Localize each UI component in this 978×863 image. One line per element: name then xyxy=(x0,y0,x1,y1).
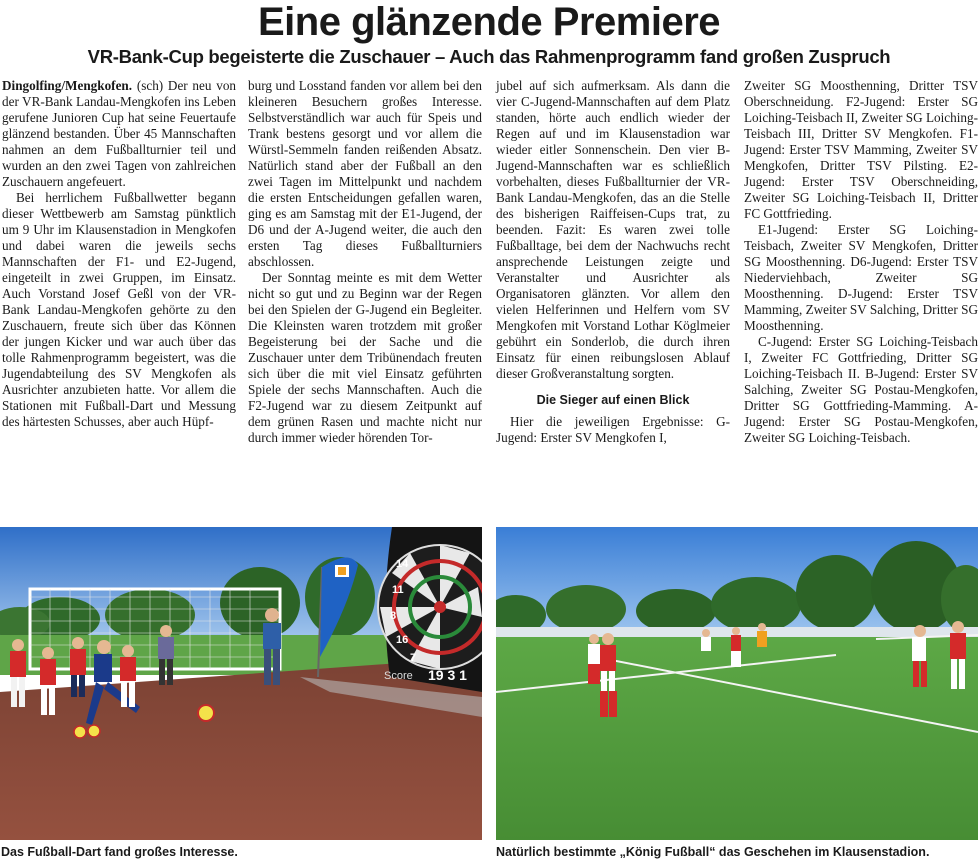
photo-caption-1: Das Fußball-Dart fand großes Interesse. xyxy=(1,845,238,859)
paragraph: E1-Jugend: Erster SG Loiching-Teisbach, Zweiter SV Mengkofen, Dritter SG Moosthenning. D6-Jugend: Erster TSV Niederviehbach, Zweiter SG Moosthenning. D-Jugend: Erster TSV Mamming, Zweiter SV Salching, Dritter SG Moosthenning. xyxy=(744,222,978,333)
dart-number: 8 xyxy=(390,610,397,622)
paragraph: C-Jugend: Erster SG Loiching-Teisbach I, Zweiter FC Gottfrieding, Dritter SG Loiching-Teisbach II. B-Jugend: Erster SV Salching, Zweiter SG Postau-Mengkofen, Dritter SG Gottfrieding-Mamming. A-Jugend: Erster SG Postau-Mengkofen, Zweiter SG Loiching-Teisbach. xyxy=(744,334,978,445)
paragraph: Zweiter SG Moosthenning, Dritter TSV Oberschneidung. F2-Jugend: Erster SG Loiching-Teisbach II, Zweiter SG Loiching-Teisbach III, Dritter SV Mengkofen. F1-Jugend: Erster TSV Mamming, Zweiter SV Mengkofen, Dritter TSV Pilsting. E2-Jugend: Erster TSV Oberschneiding, Zweiter SG Loiching-Teisbach II, Dritter FC Gottfrieding. xyxy=(744,78,978,221)
dateline: Dingolfing/Mengkofen. xyxy=(2,78,133,93)
paragraph: Hier die jeweiligen Ergebnisse: G-Jugend: Erster SV Mengkofen I, xyxy=(496,414,730,445)
photo-football-dart-illustration xyxy=(0,527,482,840)
pitch xyxy=(496,637,978,840)
paragraph: Der Sonntag meinte es mit dem Wetter nicht so gut und zu Beginn war der Regen bei den Spielen der G-Jugend ein Begleiter. Die Kleinsten waren trotzdem mit großer Begeisterung bei der Sache und die Zuschauer unter dem Tribünendach freuten sich über die mit viel Einsatz geführten Spiele der sechs Mannschaften. Auch die F2-Jugend war zu diesem Zeitpunkt auf dem grünen Rasen und machte nicht nur durch immer wieder hörenden Tor- xyxy=(248,270,482,445)
dart-number: 14 xyxy=(396,558,409,570)
photo-caption-2: Natürlich bestimmte „König Fußball“ das Geschehen im Klausenstadion. xyxy=(496,845,930,859)
dart-number: 7 xyxy=(410,652,417,664)
photo-football-dart xyxy=(0,527,482,840)
paragraph: Bei herrlichem Fußballwetter begann dieser Wettbewerb am Samstag pünktlich um 9 Uhr im Klausenstadion in Mengkofen und dabei waren die jeweils sechs Mannschaften der F1- und E2-Jugend, eingeteilt in zwei Gruppen, im Einsatz. Auch Vorstand Josef Geßl von der VR-Bank Landau-Mengkofen gehörte zu den Zuschauern, freute sich über das Können der jungen Kicker und war auch über das tolle Rahmenprogramm begeistert, was die Jugendabteilung des SV Mengkofen als Ausrichter anzubieten hatte. Vor allem die Stationen mit Fußball-Dart und Messung des härtesten Schusses, aber auch Hüpf- xyxy=(2,190,236,429)
article-column-4 xyxy=(744,78,978,446)
paragraph-intro xyxy=(2,78,236,190)
article-column-3 xyxy=(496,78,730,446)
paragraph: burg und Losstand fanden vor allem bei den kleineren Besuchern großes Interesse. Selbstverständlich war auch für Speis und Trank bestens gesorgt und vor allem die Würstl-Semmeln fanden reißenden Absatz. Natürlich stand aber der Fußball an den zwei Tagen im Mittelpunkt und nachdem die ersten Entscheidungen gefallen waren, ging es am Samstag mit der E1-Jugend, der D6 und der A-Jugend weiter, die auch den ersten Tag dieses Fußballturniers abschlossen. xyxy=(248,78,482,269)
paragraph: jubel auf sich aufmerksam. Als dann die vier C-Jugend-Mannschaften auf dem Platz standen, hörte auch endlich wieder der Regen auf und im Klausenstadion war wieder eitler Sonnenschein. Den vier B-Jugend-Mannschaften war es schließlich vorbehalten, dieses Fußballturnier der VR-Bank Landau-Mengkofen, das an die Stelle des bisherigen Raiffeisen-Cups trat, zu beenden. Fazit: Es waren zwei tolle Fußballtage, bei dem der Nachwuchs recht ansprechende Leistungen zeigte und Veranstalter und Ausrichter als Organisatoren glänzten. Vor allem den vielen Helferinnen und Helfern vom SV Mengkofen mit Vorstand Lothar Köglmeier gebührt ein Sonderlob, die durch ihren Einsatz für einen reibungslosen Ablauf dieser Großveranstaltung sorgten. xyxy=(496,78,730,381)
photo-match-klausenstadion xyxy=(496,527,978,840)
headline: Eine glänzende Premiere xyxy=(257,0,720,44)
photo-match-illustration xyxy=(496,527,978,840)
article-column-2 xyxy=(248,78,482,446)
dart-number: 16 xyxy=(396,634,409,646)
dart-score-value: 19 3 1 xyxy=(428,667,467,683)
section-subtitle: Die Sieger auf einen Blick xyxy=(536,393,690,407)
paragraph-text: (sch) Der neu von der VR-Bank Landau-Mengkofen ins Leben gerufene Junioren Cup hat seine Feuertaufe glänzend bestanden. Über 45 Mannschaften nahmen an dem Fußballturnier teil und wurden an den zwei Tagen von zahlreichen Zuschauern angefeuert. xyxy=(2,78,237,189)
dart-number: 11 xyxy=(392,584,404,596)
subheadline: VR-Bank-Cup begeisterte die Zuschauer – Auch das Rahmenprogramm fand großen Zuspruch xyxy=(87,46,891,67)
dart-score-label: Score xyxy=(384,670,413,682)
article-column-1 xyxy=(2,78,236,430)
dart-board xyxy=(378,527,482,692)
